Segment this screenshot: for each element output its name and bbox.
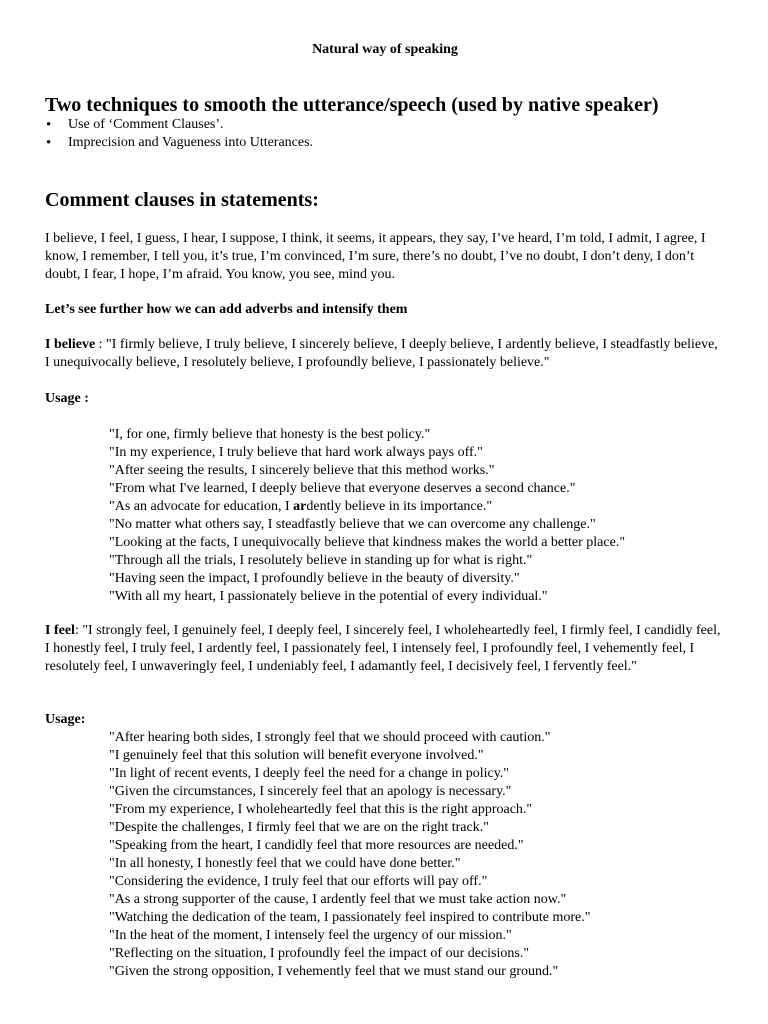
list-item: "I genuinely feel that this solution will benefit everyone involved." (109, 748, 484, 763)
list-item: "From my experience, I wholeheartedly feel that this is the right approach." (109, 802, 533, 817)
heading-techniques: Two techniques to smooth the utterance/speech (used by native speaker) (45, 94, 659, 116)
feel-usage-label: Usage: (45, 712, 86, 727)
list-item: "Through all the trials, I resolutely believe in standing up for what is right." (109, 553, 533, 568)
list-item: "After hearing both sides, I strongly feel that we should proceed with caution." (109, 730, 551, 745)
list-item: "I, for one, firmly believe that honesty is the best policy." (109, 427, 431, 442)
heading-comment-clauses: Comment clauses in statements: (45, 189, 319, 211)
feel-separator: : (74, 623, 83, 638)
list-item: "In the heat of the moment, I intensely feel the urgency of our mission." (109, 928, 512, 943)
list-item: "Considering the evidence, I truly feel that our efforts will pay off." (109, 874, 488, 889)
adverbs-heading: Let’s see further how we can add adverbs and intensify them (45, 302, 408, 317)
list-item: "Given the strong opposition, I vehemently feel that we must stand our ground." (109, 964, 559, 979)
believe-separator: : (95, 337, 107, 352)
example-text: dently believe in its importance." (306, 499, 493, 514)
believe-usage-label: Usage : (45, 391, 89, 406)
list-item: "Given the circumstances, I sincerely feel that an apology is necessary." (109, 784, 512, 799)
document-title: Natural way of speaking (312, 42, 458, 57)
list-item: "Having seen the impact, I profoundly believe in the beauty of diversity." (109, 571, 520, 586)
believe-text: "I firmly believe, I truly believe, I sincerely believe, I deeply believe, I ardently believe, I steadfastly believe, I unequivocally believe, I resolutely believe, I profoundly believe, I passionately believe." (45, 337, 718, 370)
believe-paragraph (45, 336, 725, 372)
list-item: "In all honesty, I honestly feel that we could have done better." (109, 856, 461, 871)
list-item: "With all my heart, I passionately believe in the potential of every individual." (109, 589, 548, 604)
list-item: "As a strong supporter of the cause, I ardently feel that we must take action now." (109, 892, 567, 907)
feel-text: "I strongly feel, I genuinely feel, I deeply feel, I sincerely feel, I wholeheartedly feel, I firmly feel, I candidly feel, I honestly feel, I truly feel, I ardently feel, I passionately feel, I intensely feel, I profoundly feel, I vehemently feel, I resolutely feel, I unwaveringly feel, I undeniably feel, I adamantly feel, I decisively feel, I fervently feel." (45, 623, 721, 674)
list-item: "Reflecting on the situation, I profoundly feel the impact of our decisions." (109, 946, 530, 961)
list-item: "In my experience, I truly believe that hard work always pays off." (109, 445, 483, 460)
list-item: "Looking at the facts, I unequivocally believe that kindness makes the world a better place." (109, 535, 626, 550)
list-item (109, 498, 625, 516)
techniques-list (45, 116, 313, 152)
example-text: "As an advocate for education, I (109, 499, 294, 514)
list-item: • Imprecision and Vagueness into Utterances. (45, 134, 313, 152)
feel-paragraph (45, 622, 725, 676)
list-item: "Speaking from the heart, I candidly feel that more resources are needed." (109, 838, 524, 853)
list-item: • Use of ‘Comment Clauses’. (45, 116, 313, 134)
believe-label: I believe (45, 337, 96, 352)
example-bold-fragment: ar (293, 499, 307, 514)
intro-paragraph: I believe, I feel, I guess, I hear, I suppose, I think, it seems, it appears, they say, I’ve heard, I’m told, I admit, I agree, I know, I remember, I tell you, it’s true, I’m convinced, I’m sure, there’s no doubt, I’ve no doubt, I don’t deny, I don’t doubt, I fear, I hope, I’m afraid. You know, you see, mind you. (45, 231, 706, 282)
feel-label: I feel (45, 623, 75, 638)
list-item: "In light of recent events, I deeply feel the need for a change in policy." (109, 766, 510, 781)
feel-usage-list (109, 729, 590, 981)
list-item: "No matter what others say, I steadfastly believe that we can overcome any challenge." (109, 517, 596, 532)
list-item: "From what I've learned, I deeply believe that everyone deserves a second chance." (109, 481, 576, 496)
list-item: "After seeing the results, I sincerely believe that this method works." (109, 463, 495, 478)
believe-usage-list (109, 426, 625, 606)
list-item: "Watching the dedication of the team, I passionately feel inspired to contribute more." (109, 910, 591, 925)
list-item: "Despite the challenges, I firmly feel that we are on the right track." (109, 820, 489, 835)
